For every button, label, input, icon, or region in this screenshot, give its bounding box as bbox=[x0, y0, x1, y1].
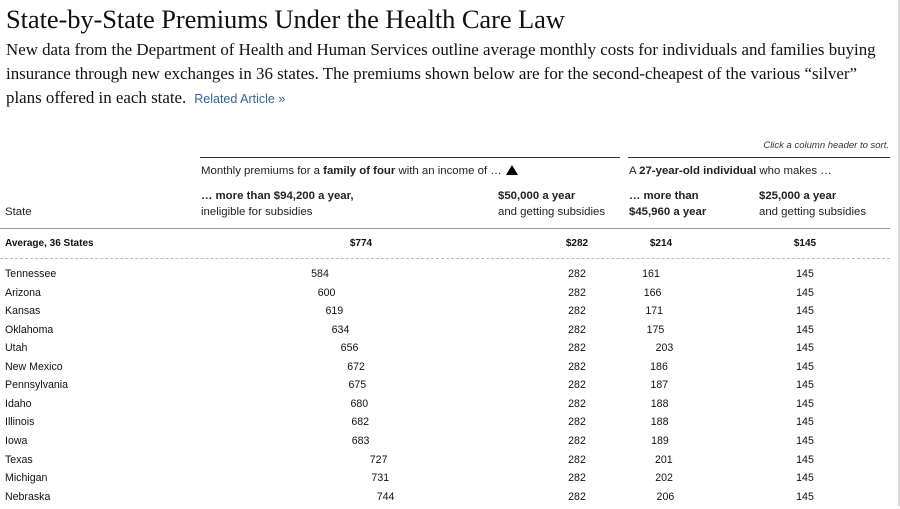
row-individual-high: 202 bbox=[655, 472, 673, 485]
row-family-high: 619 bbox=[325, 305, 344, 318]
sort-hint: Click a column header to sort. bbox=[763, 140, 889, 151]
family-group-post: with an income of … bbox=[395, 165, 502, 177]
row-family-high: 675 bbox=[348, 379, 367, 392]
column-header-individual-low-note: and getting subsidies bbox=[759, 206, 867, 218]
column-header-family-high-note: ineligible for subsidies bbox=[201, 206, 313, 218]
table-row bbox=[0, 268, 890, 286]
row-individual-low: 145 bbox=[796, 305, 814, 318]
row-individual-low: 145 bbox=[796, 379, 814, 392]
table-row bbox=[0, 416, 890, 434]
row-individual-low: 145 bbox=[796, 397, 814, 410]
intro-text bbox=[6, 38, 896, 111]
family-group-header[interactable] bbox=[201, 165, 518, 177]
individual-group-bold: 27-year-old individual bbox=[639, 165, 757, 177]
intro-body: New data from the Department of Health and Human Services outline average monthly costs for individuals and families buying insurance through new exchanges in 36 states. The premiums shown below are for the second-cheapest of the various “silver” plans offered in each state. bbox=[6, 40, 876, 107]
table-row bbox=[0, 287, 890, 305]
column-header-individual-high-bold: … more than bbox=[629, 190, 699, 202]
average-family-high: $774 bbox=[349, 238, 373, 249]
column-header-family-high-bold: … more than $94,200 a year, bbox=[201, 190, 354, 202]
table-row bbox=[0, 379, 890, 397]
column-header-state[interactable]: State bbox=[5, 206, 32, 218]
row-individual-low: 145 bbox=[796, 342, 814, 355]
column-header-family-high[interactable] bbox=[201, 188, 354, 220]
row-family-high: 731 bbox=[371, 472, 390, 485]
row-state: Illinois bbox=[5, 416, 35, 429]
average-individual-high: $214 bbox=[649, 238, 673, 249]
table-row bbox=[0, 472, 890, 490]
row-state: Pennsylvania bbox=[5, 379, 69, 392]
row-family-high: 744 bbox=[376, 490, 395, 503]
row-state: Kansas bbox=[5, 305, 41, 318]
row-family-high: 634 bbox=[331, 323, 350, 336]
row-individual-low: 145 bbox=[796, 360, 814, 373]
average-divider bbox=[0, 258, 890, 259]
row-family-low: 282 bbox=[568, 323, 586, 336]
row-family-high: 680 bbox=[350, 397, 369, 410]
row-family-low: 282 bbox=[568, 342, 586, 355]
row-state: Texas bbox=[5, 453, 33, 466]
row-individual-high: 171 bbox=[645, 305, 664, 318]
row-state: Tennessee bbox=[5, 268, 57, 280]
page-title: State-by-State Premiums Under the Health Care Law bbox=[6, 4, 565, 34]
individual-group-rule bbox=[628, 157, 890, 158]
individual-group-post: who makes … bbox=[756, 165, 832, 177]
row-family-high: 584 bbox=[311, 268, 329, 280]
row-individual-low: 145 bbox=[796, 286, 814, 299]
row-individual-high: 186 bbox=[650, 360, 668, 373]
row-family-low: 282 bbox=[568, 268, 586, 280]
row-family-low: 282 bbox=[568, 472, 586, 485]
row-individual-high: 206 bbox=[656, 490, 675, 503]
row-individual-high: 187 bbox=[650, 379, 669, 392]
row-family-low: 282 bbox=[568, 434, 586, 447]
column-header-family-low-bold: $50,000 a year bbox=[498, 190, 576, 202]
table-row bbox=[0, 305, 890, 323]
individual-group-pre: A bbox=[629, 165, 640, 177]
row-state: Iowa bbox=[5, 434, 28, 447]
row-state: New Mexico bbox=[5, 360, 63, 373]
row-individual-low: 145 bbox=[796, 490, 814, 503]
family-group-rule bbox=[200, 157, 620, 158]
column-header-individual-high-note: $45,960 a year bbox=[629, 206, 707, 218]
row-individual-high: 201 bbox=[654, 453, 673, 466]
row-individual-low: 145 bbox=[796, 472, 814, 485]
column-header-family-low[interactable] bbox=[498, 188, 605, 220]
row-individual-low: 145 bbox=[796, 323, 814, 336]
row-individual-low: 145 bbox=[796, 434, 814, 447]
row-family-low: 282 bbox=[568, 286, 586, 299]
row-individual-low: 145 bbox=[796, 453, 814, 466]
row-individual-low: 145 bbox=[796, 416, 814, 429]
row-state: Oklahoma bbox=[5, 323, 54, 336]
table-row bbox=[0, 398, 890, 416]
row-family-low: 282 bbox=[568, 379, 586, 392]
row-individual-high: 188 bbox=[650, 397, 669, 410]
row-individual-high: 175 bbox=[646, 323, 665, 336]
row-family-low: 282 bbox=[568, 453, 586, 466]
table-row bbox=[0, 342, 890, 360]
family-group-bold: family of four bbox=[323, 165, 396, 177]
row-family-high: 683 bbox=[351, 434, 370, 447]
header-rule bbox=[0, 228, 890, 229]
row-state: Arizona bbox=[5, 286, 41, 299]
row-individual-high: 203 bbox=[655, 342, 674, 355]
table-row bbox=[0, 454, 890, 472]
row-family-high: 727 bbox=[369, 453, 388, 466]
triangle-up-icon[interactable] bbox=[506, 165, 518, 175]
average-state: Average, 36 States bbox=[5, 238, 94, 249]
average-individual-low: $145 bbox=[793, 238, 817, 249]
column-header-individual-low-bold: $25,000 a year bbox=[759, 190, 837, 202]
row-family-high: 672 bbox=[347, 360, 365, 373]
individual-group-header[interactable] bbox=[629, 165, 832, 177]
related-article-link[interactable]: Related Article » bbox=[194, 92, 286, 106]
row-family-low: 282 bbox=[568, 397, 586, 410]
row-individual-high: 189 bbox=[651, 434, 669, 447]
row-state: Utah bbox=[5, 342, 28, 355]
row-family-low: 282 bbox=[568, 490, 586, 503]
column-header-family-low-note: and getting subsidies bbox=[498, 206, 606, 218]
row-individual-low: 145 bbox=[796, 268, 814, 280]
column-header-individual-low[interactable] bbox=[759, 188, 866, 220]
row-individual-high: 166 bbox=[643, 286, 662, 299]
column-header-individual-high[interactable] bbox=[629, 188, 706, 220]
row-state: Idaho bbox=[5, 397, 32, 410]
row-family-high: 682 bbox=[351, 416, 370, 429]
row-individual-high: 161 bbox=[642, 268, 660, 280]
table-row bbox=[0, 324, 890, 342]
row-family-high: 600 bbox=[317, 286, 336, 299]
row-state: Nebraska bbox=[5, 490, 51, 503]
row-family-low: 282 bbox=[568, 360, 586, 373]
row-state: Michigan bbox=[5, 472, 48, 485]
row-family-low: 282 bbox=[568, 416, 586, 429]
row-family-low: 282 bbox=[568, 305, 586, 318]
average-family-low: $282 bbox=[565, 238, 589, 249]
table-row bbox=[0, 361, 890, 379]
average-row bbox=[0, 238, 890, 256]
row-family-high: 656 bbox=[340, 342, 359, 355]
table-row bbox=[0, 435, 890, 453]
family-group-pre: Monthly premiums for a bbox=[201, 165, 324, 177]
row-individual-high: 188 bbox=[650, 416, 669, 429]
